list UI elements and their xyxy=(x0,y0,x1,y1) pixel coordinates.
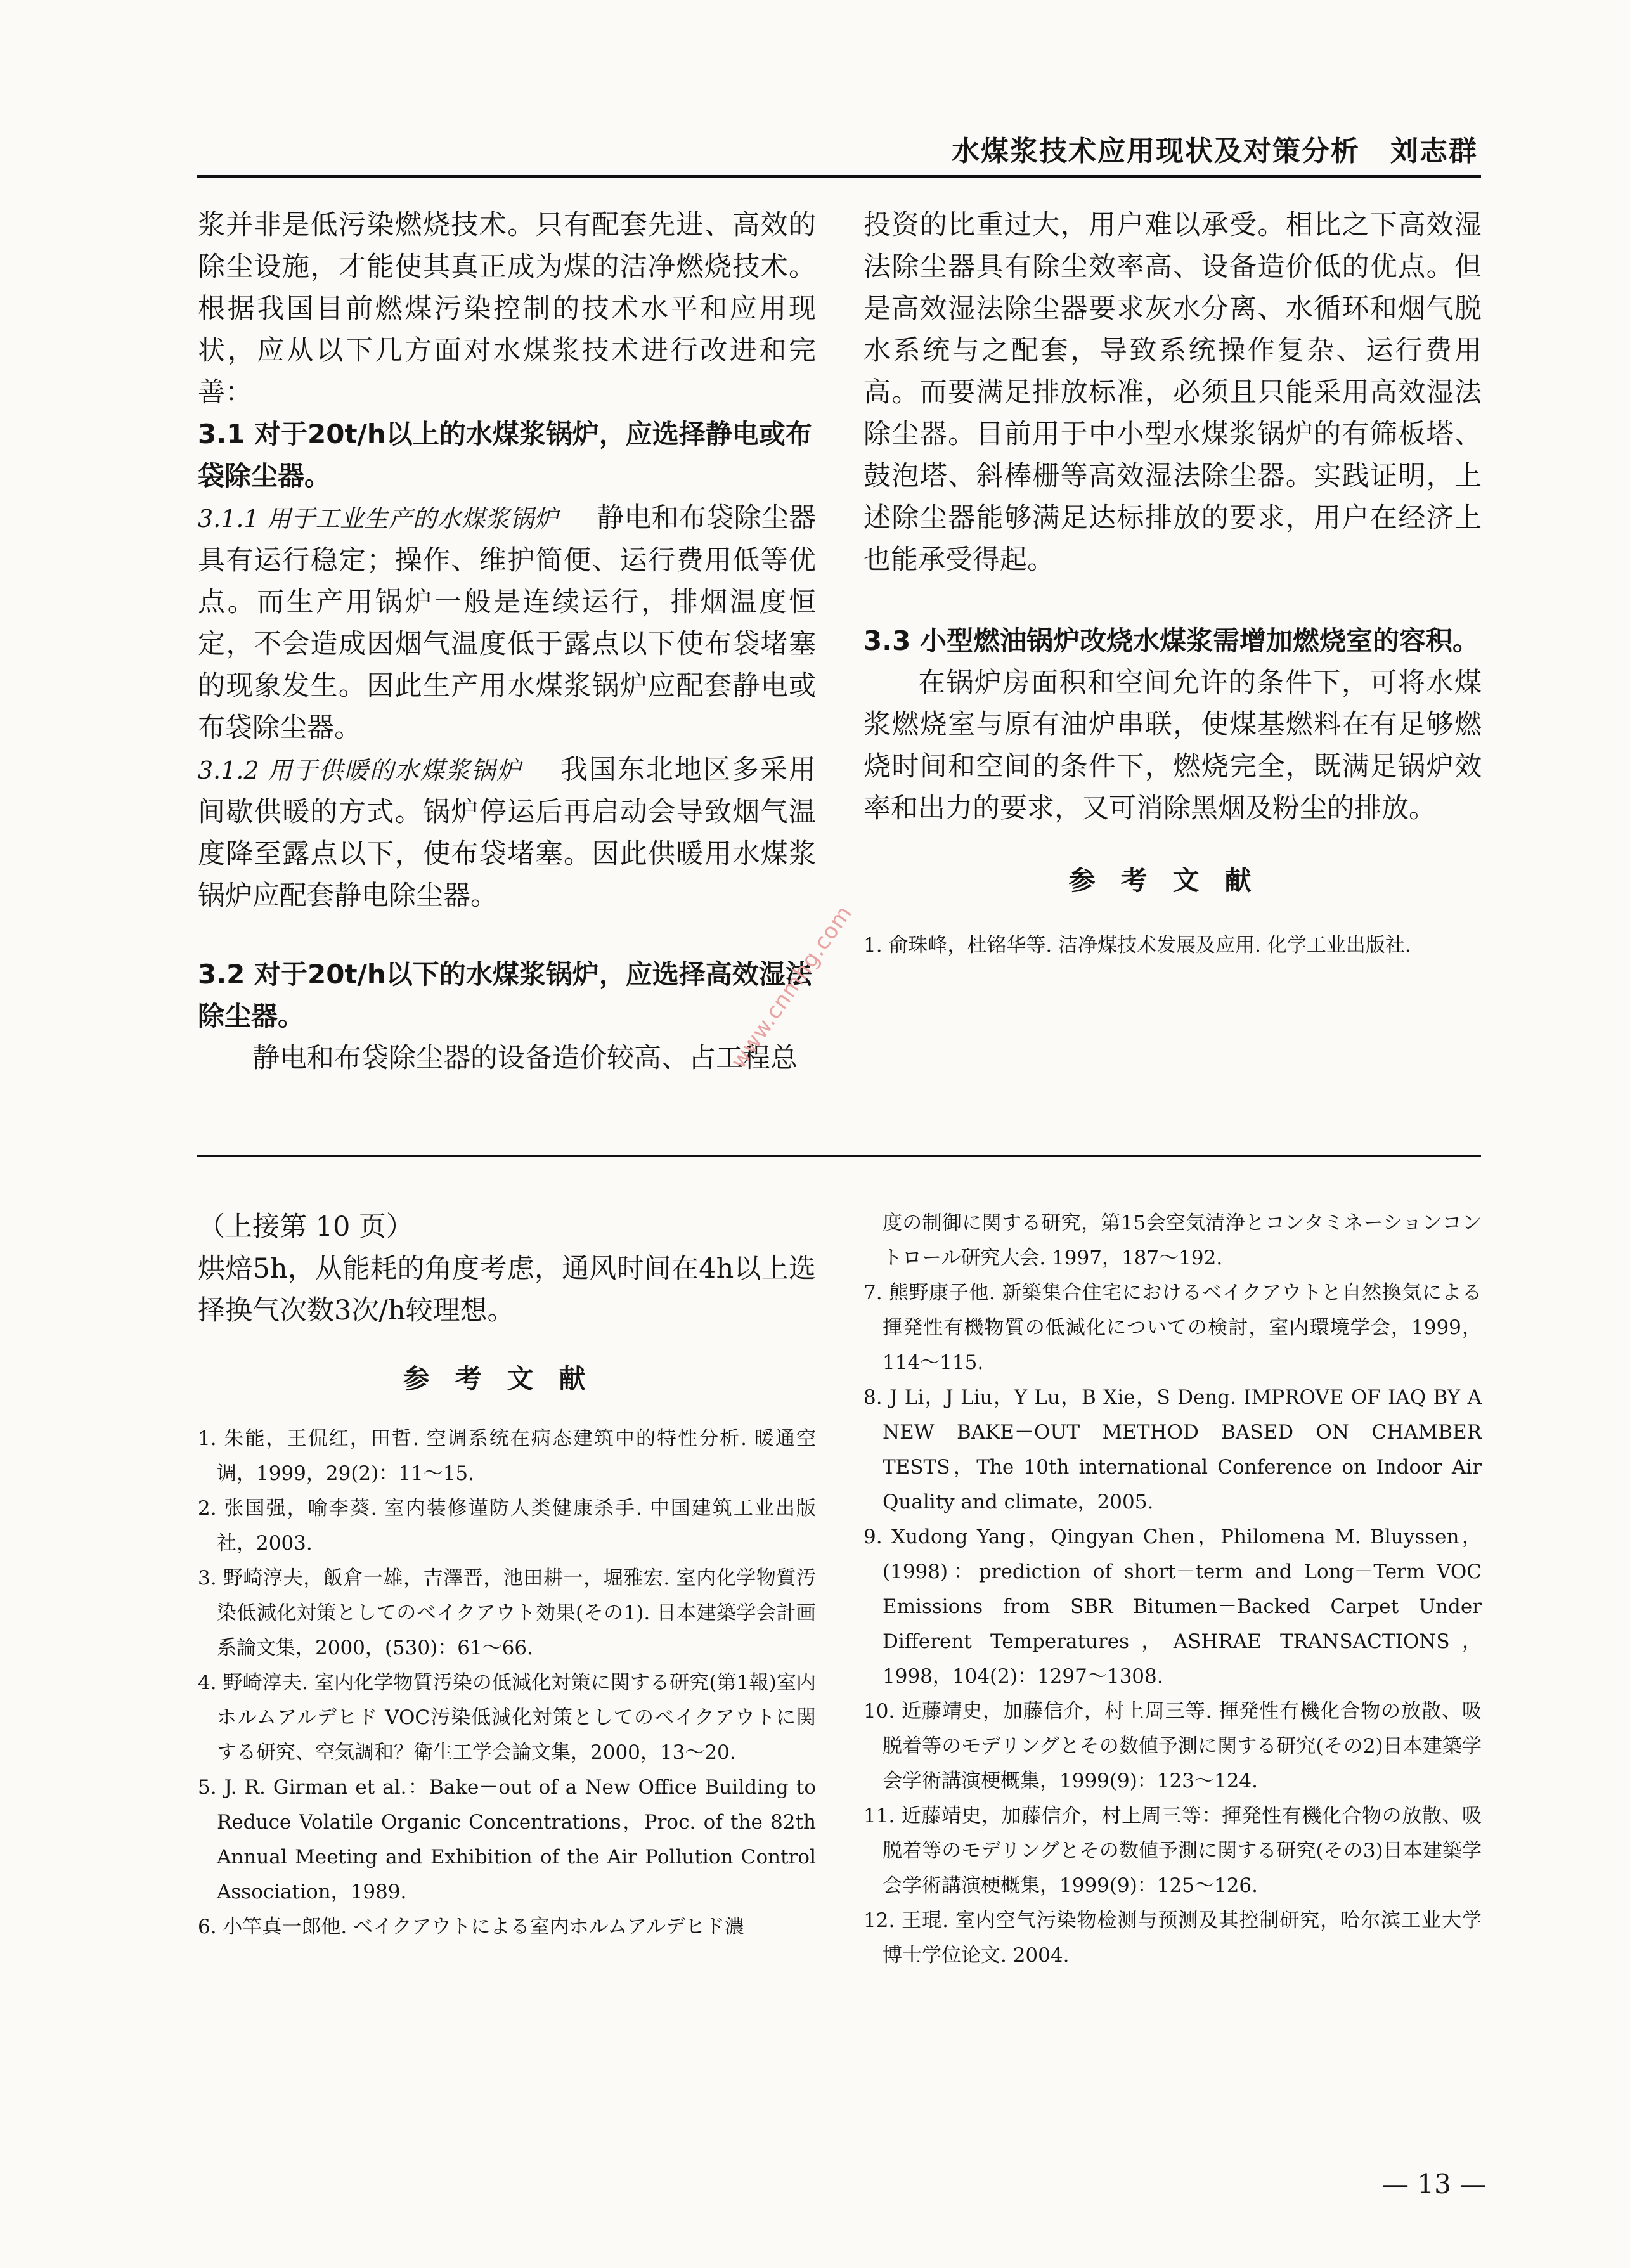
reference-item: 5. J. R. Girman et al.：Bake－out of a New Office Building to Reduce Volatile Organic Concentrations，Proc. of the 82th Annual Meeting and Exhibition of the Air Pollution Control Association，1989. xyxy=(198,1776,816,1903)
watermark: www.cnmhg.com xyxy=(726,900,858,1073)
reference-item: 9. Xudong Yang，Qingyan Chen，Philomena M. Bluyssen，(1998)：prediction of short－term and Long－Term VOC Emissions from SBR Bitumen－Backed Carpet Under Different Temperatures，ASHRAE TRANSACTIONS，1998，104(2)：1297～1308. xyxy=(864,1526,1482,1688)
article-references xyxy=(864,928,1482,963)
running-header xyxy=(952,128,1478,169)
continued-text: 烘焙5h，从能耗的角度考虑，通风时间在4h以上选择换气次数3次/h较理想。 xyxy=(198,1253,816,1326)
reference-item: 1. 朱能，王侃红，田哲. 空调系统在病态建筑中的特性分析. 暖通空调，1999，29(2)：11～15. xyxy=(198,1427,816,1485)
reference-item: 4. 野崎淳夫. 室内化学物質汚染の低減化対策に関する研究(第1報)室内ホルムアルデヒド VOC汚染低減化対策としてのベイクアウトに関する研究、空気調和？衛生工学会論文集，2000，13～20. xyxy=(198,1671,816,1764)
reference-item: 3. 野崎淳夫，飯倉一雄，吉澤晋，池田耕一，堀雅宏. 室内化学物質汚染低減化対策としてのベイクアウト効果(その1). 日本建築学会計画系論文集，2000，(530)：61～66. xyxy=(198,1567,816,1659)
reference-item: 2. 张国强，喻李葵. 室内装修谨防人类健康杀手. 中国建筑工业出版社，2003. xyxy=(198,1497,816,1555)
paragraph-continued: 投资的比重过大，用户难以承受。相比之下高效湿法除尘器具有除尘效率高、设备造价低的优点。但是高效湿法除尘器要求灰水分离、水循环和烟气脱水系统与之配套，导致系统操作复杂、运行费用高。而要满足排放标准，必须且只能采用高效湿法除尘器。目前用于中小型水煤浆锅炉的有筛板塔、鼓泡塔、斜棒栅等高效湿法除尘器。实践证明，上述除尘器能够满足达标排放的要求，用户在经济上也能承受得起。 xyxy=(864,209,1482,576)
reference-item: 6. 小竿真一郎他. ベイクアウトによる室内ホルムアルデヒド濃 xyxy=(198,1915,745,1938)
references-heading: 参考文献 xyxy=(1068,865,1277,896)
intro-paragraph: 浆并非是低污染燃烧技术。只有配套先进、高效的除尘设施，才能使其真正成为煤的洁净燃烧技术。根据我国目前燃煤污染控制的技术水平和应用现状，应从以下几方面对水煤浆技术进行改进和完善： xyxy=(198,209,816,408)
section-3-3-text: 在锅炉房面积和空间允许的条件下，可将水煤浆燃烧室与原有油炉串联，使煤基燃料在有足够燃烧时间和空间的条件下，燃烧完全，既满足锅炉效率和出力的要求，又可消除黑烟及粉尘的排放。 xyxy=(864,667,1482,824)
reference-item: 11. 近藤靖史，加藤信介，村上周三等：揮発性有機化合物の放散、吸脱着等のモデリングとその数値予測に関する研究(その3)日本建築学会学術講演梗概集，1999(9)：125～126. xyxy=(864,1805,1482,1897)
reference-item: 1. 俞珠峰，杜铭华等. 洁净煤技术发展及应用. 化学工业出版社. xyxy=(864,934,1411,957)
reference-item: 10. 近藤靖史，加藤信介，村上周三等. 揮発性有機化合物の放散、吸脱着等のモデリングとその数値予測に関する研究(その2)日本建築学会学術講演梗概集，1999(9)：123～124. xyxy=(864,1700,1482,1792)
section-3-2-heading: 3.2 对于20t/h以下的水煤浆锅炉，应选择高效湿法除尘器。 xyxy=(198,959,812,1032)
lower-right-column xyxy=(864,1206,1482,1973)
reference-list-right xyxy=(864,1206,1482,1973)
section-3-1-1-text: 静电和布袋除尘器具有运行稳定；操作、维护简便、运行费用低等优点。而生产用锅炉一般是连续运行，排烟温度恒定，不会造成因烟气温度低于露点以下使布袋堵塞的现象发生。因此生产用水煤浆锅炉应配套静电或布袋除尘器。 xyxy=(198,502,816,744)
section-3-1-heading: 3.1 对于20t/h以上的水煤浆锅炉，应选择静电或布袋除尘器。 xyxy=(198,418,812,491)
section-3-3-heading: 3.3 小型燃油锅炉改烧水煤浆需增加燃烧室的容积。 xyxy=(864,625,1480,656)
reference-item: 7. 熊野康子他. 新築集合住宅におけるベイクアウトと自然換気による揮発性有機物質の低減化についての検討，室内環境学会，1999，114～115. xyxy=(864,1281,1482,1374)
header-author: 刘志群 xyxy=(1390,135,1478,167)
lower-left-column xyxy=(198,1206,816,1945)
reference-item: 8. J Li，J Liu，Y Lu，B Xie，S Deng. IMPROVE OF IAQ BY A NEW BAKE－OUT METHOD BASED ON CHAMBER TESTS，The 10th international Conference on Indoor Air Quality and climate，2005. xyxy=(864,1386,1482,1513)
continued-from-note: （上接第 10 页） xyxy=(198,1211,414,1243)
section-3-2-text: 静电和布袋除尘器的设备造价较高、占工程总 xyxy=(252,1042,798,1074)
reference-item-continued: 度の制御に関する研究，第15会空気清浄とコンタミネーションコントロール研究大会. 1997，187～192. xyxy=(883,1212,1482,1269)
references-heading-2: 参考文献 xyxy=(403,1363,611,1394)
reference-item: 12. 王琨. 室内空气污染物检测与预测及其控制研究，哈尔滨工业大学博士学位论文. 2004. xyxy=(864,1909,1482,1967)
upper-right-column xyxy=(864,204,1482,963)
reference-list-left xyxy=(198,1422,816,1945)
section-3-1-1 xyxy=(198,497,816,749)
header-rule xyxy=(197,175,1481,178)
section-3-1-2 xyxy=(198,749,816,917)
section-divider xyxy=(197,1155,1481,1157)
section-3-1-2-title: 3.1.2 用于供暖的水煤浆锅炉 xyxy=(198,756,522,784)
upper-left-column xyxy=(198,204,816,1079)
section-3-1-1-title: 3.1.1 用于工业生产的水煤浆锅炉 xyxy=(198,505,559,533)
header-title: 水煤浆技术应用现状及对策分析 xyxy=(952,135,1360,167)
section-3-1-2-text: 我国东北地区多采用间歇供暖的方式。锅炉停运后再启动会导致烟气温度降至露点以下，使布袋堵塞。因此供暖用水煤浆锅炉应配套静电除尘器。 xyxy=(198,754,816,912)
page-number: — 13 — xyxy=(1382,2168,1487,2200)
